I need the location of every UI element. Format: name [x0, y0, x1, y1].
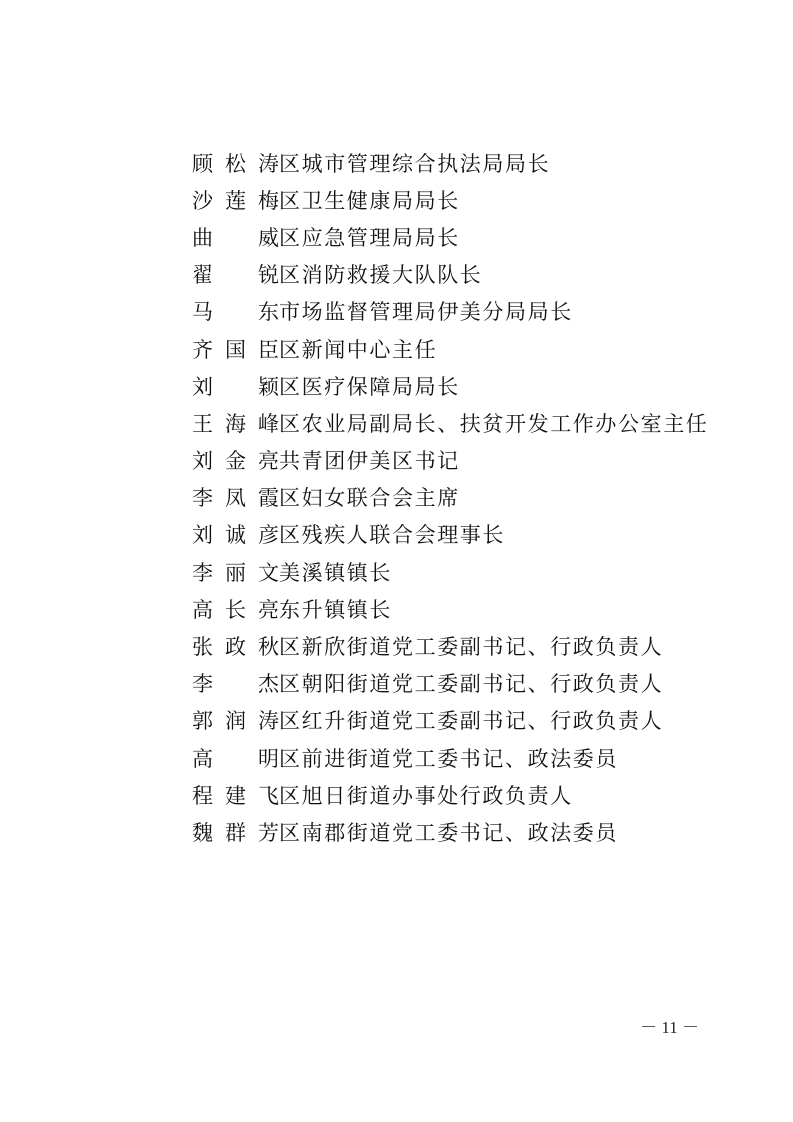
member-name: 齐 国 臣 [192, 337, 279, 362]
roster-row [192, 479, 732, 516]
roster-row [192, 813, 732, 850]
member-name: 魏 群 芳 [192, 820, 279, 845]
roster-row [192, 739, 732, 776]
roster-row [192, 442, 732, 479]
member-title: 区旭日街道办事处行政负责人 [279, 783, 573, 808]
member-title: 区城市管理综合执法局局长 [279, 151, 551, 176]
roster-row [192, 367, 732, 404]
member-title: 区农业局副局长、扶贫开发工作办公室主任 [279, 411, 709, 436]
roster-row [192, 218, 732, 255]
roster-row [192, 144, 732, 181]
member-name: 李 凤 霞 [192, 486, 279, 511]
member-name: 马 东 [192, 300, 279, 325]
member-title: 区应急管理局局长 [279, 225, 460, 250]
roster-row [192, 627, 732, 664]
member-name: 刘 金 亮 [192, 449, 279, 474]
roster-row [192, 256, 732, 293]
roster-row [192, 776, 732, 813]
member-name: 高 明 [192, 746, 279, 771]
member-name: 王 海 峰 [192, 411, 279, 436]
page-number: － 11 － [640, 1018, 699, 1037]
member-title: 区卫生健康局局长 [279, 188, 460, 213]
member-title: 区前进街道党工委书记、政法委员 [279, 746, 618, 771]
roster-row [192, 404, 732, 441]
roster-row [192, 293, 732, 330]
member-roster [192, 144, 732, 851]
roster-row [192, 590, 732, 627]
member-name: 程 建 飞 [192, 783, 279, 808]
roster-row [192, 330, 732, 367]
member-title: 区妇女联合会主席 [279, 486, 460, 511]
member-name: 郭 润 涛 [192, 709, 279, 734]
member-name: 顾 松 涛 [192, 151, 279, 176]
member-name: 李 杰 [192, 672, 279, 697]
member-name: 翟 锐 [192, 263, 279, 288]
member-name: 高 长 亮 [192, 597, 279, 622]
member-title: 区新欣街道党工委副书记、行政负责人 [279, 635, 664, 660]
member-title: 东升镇镇长 [279, 597, 392, 622]
roster-row [192, 553, 732, 590]
member-name: 张 政 秋 [192, 635, 279, 660]
member-title: 区消防救援大队队长 [279, 263, 483, 288]
member-title: 美溪镇镇长 [279, 560, 392, 585]
member-name: 刘 颖 [192, 374, 279, 399]
member-title: 区医疗保障局局长 [279, 374, 460, 399]
member-title: 共青团伊美区书记 [279, 449, 460, 474]
member-name: 李 丽 文 [192, 560, 279, 585]
member-name: 沙 莲 梅 [192, 188, 279, 213]
roster-row [192, 181, 732, 218]
roster-row [192, 665, 732, 702]
member-title: 区新闻中心主任 [279, 337, 438, 362]
member-title: 区南郡街道党工委书记、政法委员 [279, 820, 618, 845]
member-title: 区朝阳街道党工委副书记、行政负责人 [279, 672, 664, 697]
member-name: 刘 诚 彦 [192, 523, 279, 548]
member-title: 市场监督管理局伊美分局局长 [279, 300, 573, 325]
roster-row [192, 702, 732, 739]
roster-row [192, 516, 732, 553]
member-name: 曲 威 [192, 225, 279, 250]
member-title: 区残疾人联合会理事长 [279, 523, 505, 548]
member-title: 区红升街道党工委副书记、行政负责人 [279, 709, 664, 734]
